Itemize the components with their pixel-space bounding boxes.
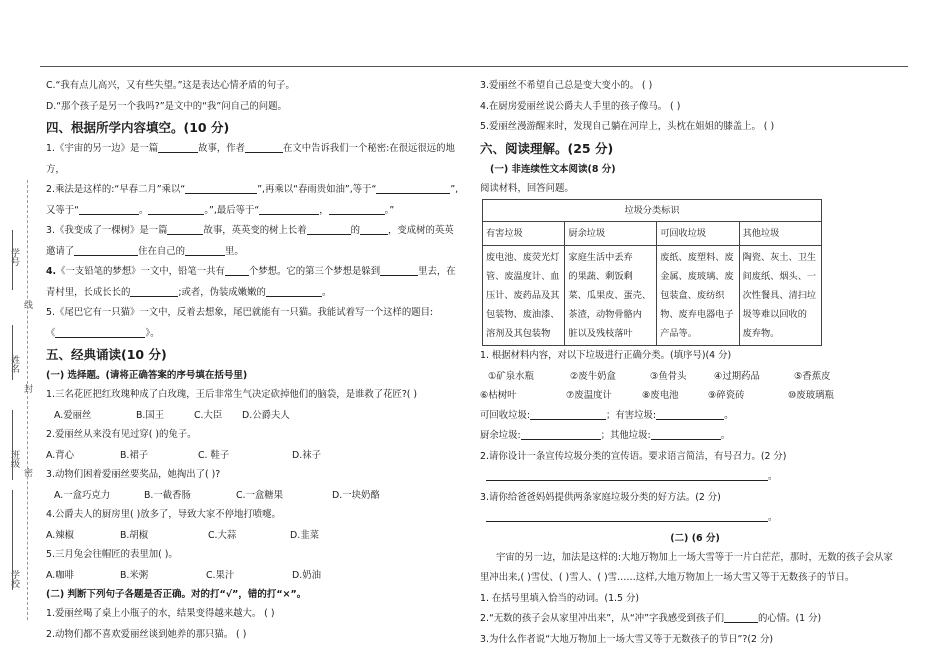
option-b[interactable]: B.胡椒 [120, 529, 149, 541]
seal-line-mark: 线 [24, 301, 34, 311]
tf-2: 2.动物们都不喜欢爱丽丝谈到她养的那只猫。 ( ) [46, 628, 247, 640]
list-item: ⑩废玻璃瓶 [788, 390, 834, 401]
blank[interactable] [148, 203, 204, 215]
s5-question-5: 5.三月兔会往帽匠的表里加( )。 A.咖啡 B.米粥 C.果汁 D.奶油 [46, 545, 466, 585]
seal-mark: 封 [24, 385, 34, 395]
blank[interactable] [79, 203, 139, 215]
passage-line-1: 宇宙的另一边，加法是这样的:大地万物加上一场大雪等于一片白茫茫，那时，无数的孩子会从家 [496, 551, 893, 563]
option-a[interactable]: A.辣椒 [46, 529, 74, 541]
s6-sub-q1: 1. 在括号里填入恰当的动词。(1.5 分) [480, 592, 640, 604]
blank[interactable] [376, 182, 450, 194]
options [46, 406, 466, 426]
s6-q3: 3.请你给爸爸妈妈提供两条家庭垃圾分类的好方法。(2 分) [480, 491, 721, 503]
s5-part1-title: (一) 选择题。(请将正确答案的序号填在括号里) [46, 370, 248, 381]
option-b[interactable]: B.裙子 [120, 449, 149, 461]
class-blank[interactable] [12, 410, 13, 480]
recyclable-answer[interactable] [530, 408, 606, 420]
s4-q4-cont: 青村里，长成长长的 ;或者，伪装成嫩嫩的 。 [46, 286, 332, 298]
options [46, 566, 466, 586]
s6-q1: 1. 根据材料内容，对以下垃圾进行正确分类。(填序号)(4 分) [480, 350, 732, 361]
secret-mark: 密 [24, 469, 34, 479]
s4-q1-cont: 方， [46, 163, 65, 175]
options [46, 526, 466, 546]
option-d[interactable]: D.奶油 [292, 569, 321, 581]
left-column [46, 76, 466, 645]
blank[interactable] [329, 203, 385, 215]
list-item: ⑤香蕉皮 [794, 370, 831, 382]
list-item: ②废牛奶盒 [570, 370, 616, 382]
title-blank[interactable] [55, 326, 145, 338]
blank[interactable] [245, 141, 283, 153]
items-row-1 [480, 367, 910, 387]
blank[interactable] [167, 223, 203, 235]
header-rule [40, 66, 908, 67]
binding-margin [0, 0, 44, 672]
option-c[interactable]: C.大臣 [194, 409, 223, 421]
s5-question-2: 2.爱丽丝从来没有见过穿( )的兔子。 A.背心 B.裙子 C. 鞋子 D.袜子 [46, 425, 466, 465]
blank[interactable] [74, 244, 138, 256]
blank[interactable] [225, 264, 249, 276]
student-id-blank[interactable] [12, 230, 13, 290]
blank[interactable] [360, 223, 388, 235]
option-c-line: C.“我有点儿高兴，又有些失望。”这是表达心情矛盾的句子。 [46, 80, 295, 91]
option-b[interactable]: B.米粥 [120, 569, 149, 581]
s4-q3: 3.《我变成了一棵树》是一篇 故事，英英变的树上长着 的 ，变成树的英英 [46, 225, 454, 236]
table-caption: 垃圾分类标识 [483, 200, 822, 222]
section4-title: 四、根据所学内容填空。(10 分) [46, 120, 230, 135]
classify-line-2: 厨余垃圾: ；其他垃圾: 。 [480, 430, 731, 441]
list-item: ⑥枯树叶 [480, 390, 517, 401]
kitchen-answer[interactable] [521, 428, 601, 440]
option-b[interactable]: B.国王 [136, 409, 165, 421]
header-recyclable: 可回收垃圾 [657, 222, 739, 246]
table-header-row [483, 222, 822, 246]
options [46, 486, 466, 506]
s6-q2: 2.请你设计一条宣传垃圾分类的宣传语。要求语言简洁，有号召力。(2 分) [480, 450, 787, 462]
blank[interactable] [158, 141, 198, 153]
feeling-blank[interactable] [724, 611, 758, 623]
label-class: 班级 [9, 450, 19, 468]
label-school: 学校 [9, 570, 19, 588]
items-row-2 [480, 386, 910, 406]
option-c[interactable]: C.一盒糖果 [236, 489, 284, 501]
option-b[interactable]: B.一截香肠 [144, 489, 191, 501]
slogan-answer-line: 。 [480, 467, 910, 488]
binding-dashed-line [27, 180, 28, 620]
other-answer[interactable] [651, 428, 721, 440]
s4-q2: 2.乘法是这样的:“早春二月”乘以“ ”,再乘以“春雨贵如油”,等于“ ”, [46, 184, 459, 195]
s5-part2-title: (二) 判断下列句子各题是否正确。对的打“√”，错的打“×”。 [46, 589, 307, 600]
s6-sub-q3: 3.为什么作者说“大地万物加上一场大雪又等于无数孩子的节日”?(2 分) [480, 633, 774, 645]
list-item: ⑦废温度计 [566, 390, 612, 401]
header-hazardous: 有害垃圾 [483, 222, 565, 246]
s4-q2-cont: 又等于“ 。 。”,最后等于“ ， 。” [46, 204, 395, 216]
option-c[interactable]: C.果汁 [206, 569, 235, 581]
list-item: ⑧废电池 [642, 390, 679, 401]
option-a[interactable]: A.爱丽丝 [54, 409, 92, 421]
section5-title: 五、经典诵读(10 分) [46, 347, 167, 362]
tf-1: 1.爱丽丝喝了桌上小瓶子的水，结果变得越来越大。 ( ) [46, 608, 275, 619]
s5-question-4: 4.公爵夫人的厨房里( )放多了，导致大家不停地打喷嚏。 A.辣椒 B.胡椒 C.大蒜 D.韭菜 [46, 505, 466, 545]
option-d-line: D.“那个孩子是另一个我吗?”是文中的“我”问自己的问题。 [46, 100, 287, 112]
reading-intro: 阅读材料，回答问题。 [480, 182, 574, 194]
s4-q5-cont: 《 》。 [46, 327, 160, 339]
list-item: ④过期药品 [714, 370, 760, 382]
option-d[interactable]: D.袜子 [292, 449, 321, 461]
blank[interactable] [266, 285, 322, 297]
option-c[interactable]: C. 鞋子 [198, 449, 230, 461]
blank[interactable] [380, 264, 418, 276]
s5-question-1: 1.三名花匠把红玫瑰种成了白玫瑰，王后非常生气决定砍掉他们的脑袋，是谁救了花匠?( ) A.爱丽丝 B.国王 C.大臣 D.公爵夫人 [46, 385, 466, 425]
s6-part1-title: (一) 非连续性文本阅读(8 分) [490, 163, 616, 175]
hazardous-answer[interactable] [656, 408, 724, 420]
passage-line-2: 里冲出来,( )雪仗、( )雪人、( )雪……这样,大地万物加上一场大雪又等于无数孩子的节日。 [480, 572, 855, 583]
table-row: 废电池、废荧光灯 管、废温度计、血 压计、废药品及其 包装物、废油漆、 溶剂及其包装物 家庭生活中丢弃 的果蔬、剩饭剩 菜、瓜果皮、蛋壳、 茶渣，动物骨骼内 脏以及残枝落叶 废纸、废塑料、废 金属、废玻璃、废 包装盒、废纺织 物、废弃电器电子 产品等。 陶瓷、灰土、卫生 间废纸、烟头、一 次性餐具、清扫垃 圾等难以回收的 废弃物。 [483, 246, 822, 346]
option-a[interactable]: A.咖啡 [46, 569, 74, 581]
method-answer[interactable] [486, 510, 768, 522]
method-answer-line: 。 [480, 508, 910, 529]
s6-sub-q2: 2.“无数的孩子会从家里冲出来”，从“冲”字我感受到孩子们 的心情。(1 分) [480, 613, 822, 624]
option-a[interactable]: A.一盒巧克力 [54, 489, 111, 501]
s4-q1: 1.《宇宙的另一边》是一篇 故事，作者 在文中告诉我们一个秘密:在很远很远的地 [46, 143, 455, 154]
header-kitchen: 厨余垃圾 [565, 222, 657, 246]
school-blank[interactable] [12, 490, 13, 590]
blank[interactable] [185, 244, 225, 256]
option-a[interactable]: A.背心 [46, 449, 74, 461]
right-column [480, 76, 910, 650]
option-d[interactable]: D.韭菜 [290, 529, 319, 541]
slogan-answer[interactable] [486, 469, 768, 481]
name-blank[interactable] [12, 325, 13, 380]
list-item: ③鱼骨头 [650, 370, 687, 382]
tf-3: 3.爱丽丝不希望自己总是变大变小的。 ( ) [480, 80, 653, 91]
classify-line-1: 可回收垃圾: ；有害垃圾: 。 [480, 409, 734, 421]
header-other: 其他垃圾 [739, 222, 821, 246]
section6-title: 六、阅读理解。(25 分) [480, 140, 614, 156]
options [46, 446, 466, 466]
option-d[interactable]: D.公爵夫人 [242, 409, 290, 421]
label-student-id: 学号 [9, 248, 19, 266]
list-item: ⑨碎瓷砖 [708, 390, 745, 401]
label-name: 姓名 [9, 355, 19, 373]
s4-q4: 4.《一支铅笔的梦想》一文中，铅笔一共有 个梦想。它的第三个梦想是躲到 里去，在 [46, 266, 456, 277]
blank[interactable] [259, 203, 319, 215]
s5-question-3: 3.动物们困着爱丽丝要奖品，她掏出了( )? A.一盒巧克力 B.一截香肠 C.一盒糖果 D.一块奶酪 [46, 465, 466, 505]
option-d[interactable]: D.一块奶酪 [332, 489, 380, 501]
tf-5: 5.爱丽丝漫游醒来时，发现自己躺在河岸上，头枕在姐姐的膝盖上。 ( ) [480, 121, 775, 132]
blank[interactable] [185, 182, 257, 194]
s6-part2-title: (二) (6 分) [670, 532, 720, 544]
list-item: ①矿泉水瓶 [488, 370, 534, 382]
option-c[interactable]: C.大蒜 [208, 529, 237, 541]
blank[interactable] [130, 285, 178, 297]
tf-4: 4.在厨房爱丽丝说公爵夫人手里的孩子像马。 ( ) [480, 100, 681, 112]
garbage-classification-table [482, 199, 822, 346]
blank[interactable] [307, 223, 351, 235]
s4-q5: 5.《尾巴它有一只猫》一文中，反着去想象，尾巴就能有一只猫。我能试着写一个这样的题目: [46, 307, 434, 318]
s4-q3-cont: 邀请了 住在自己的 里。 [46, 245, 244, 257]
